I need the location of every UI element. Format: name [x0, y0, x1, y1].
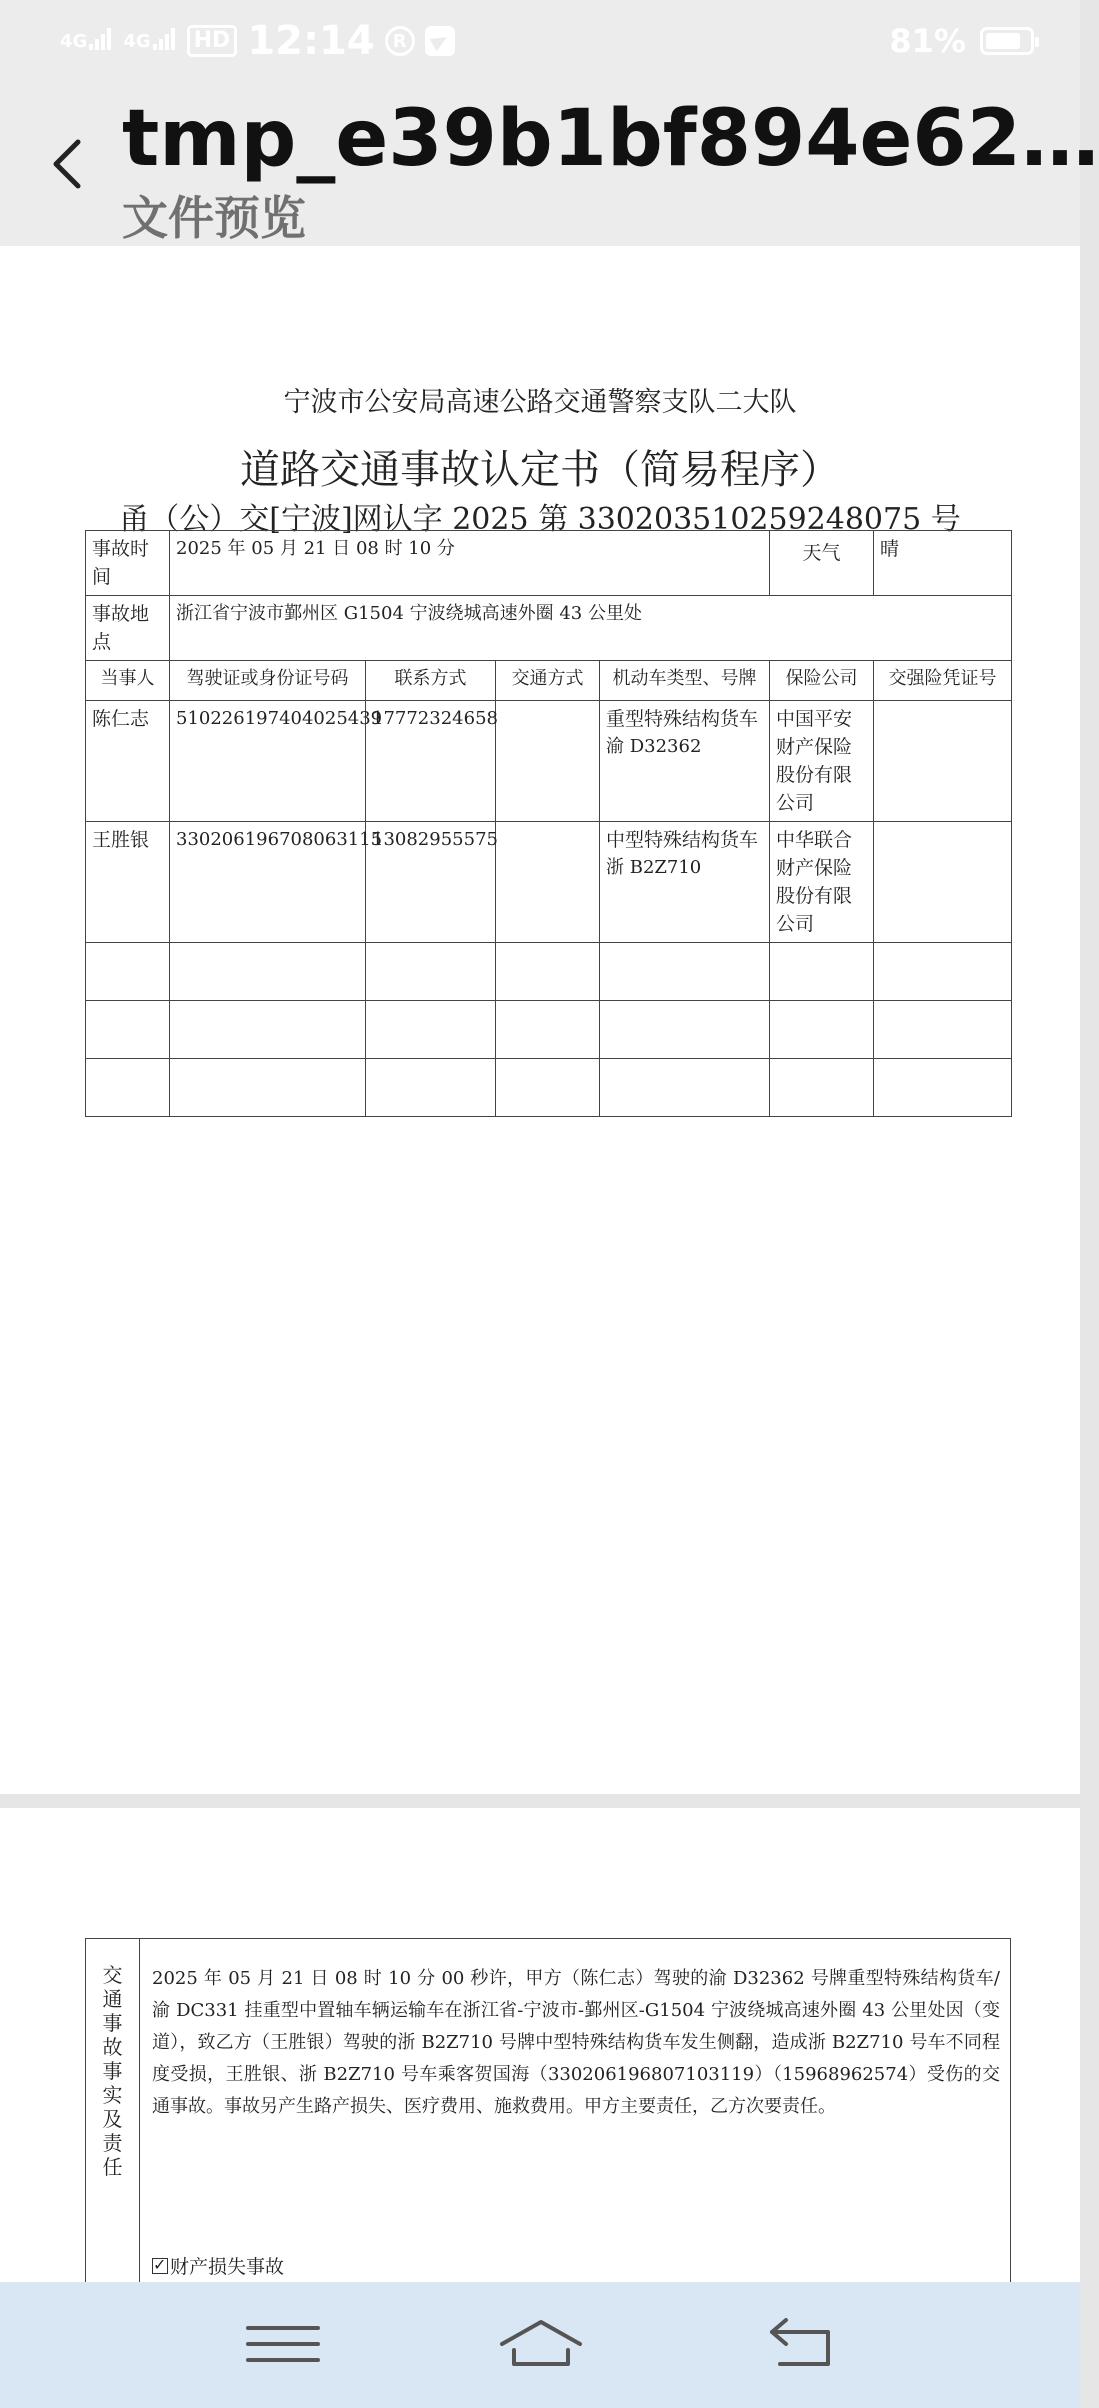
property-loss-option: ✓财产损失事故: [152, 2253, 284, 2281]
vehicle-plate: 浙 B2Z710: [606, 857, 702, 878]
column-header: 当事人: [86, 661, 170, 701]
accident-location-label: 事故地点: [86, 596, 170, 661]
back-arrow-icon[interactable]: [40, 134, 100, 194]
clock: 12:14: [247, 18, 375, 64]
navigation-bar: [0, 2282, 1080, 2408]
location-row: [86, 596, 1012, 661]
menu-icon[interactable]: [238, 2314, 328, 2374]
page-subtitle: 文件预览: [122, 191, 306, 245]
vehicle-type: 中型特殊结构货车: [606, 829, 759, 851]
signal-4g-icon: 4G: [60, 31, 113, 52]
accident-table: [85, 530, 1012, 1117]
table-header-row: [86, 661, 1012, 701]
document-number: 甬（公）交[宁波]网认字 2025 第 330203510259248075 号: [119, 502, 961, 537]
party-id: 330206196708063115: [170, 822, 366, 943]
document-page-2: [0, 1808, 1080, 2282]
weather-value: 晴: [874, 531, 1012, 596]
title-bar: [0, 84, 1099, 246]
home-icon[interactable]: [496, 2314, 586, 2374]
accident-facts-text: 2025 年 05 月 21 日 08 时 10 分 00 秒许，甲方（陈仁志）驾驶的渝 D32362 号牌重型特殊结构货车/渝 DC331 挂重型中置轴车辆运输车在浙江省-宁波市-鄞州区-G1504 宁波绕城高速外圈 43 公里处因（变道），致乙方（王胜银）驾驶的浙 B2Z710 号牌中型特殊结构货车发生侧翻，造成浙 B2Z710 号车不同程度受损，王胜银、浙 B2Z710 号车乘客贺国海（330206196807103119）（15968962574）受伤的交通事故。事故另产生路产损失、医疗费用、施救费用。甲方主要责任，乙方次要责任。: [152, 1968, 1000, 2117]
telegram-icon: [425, 26, 455, 56]
party-insurer: 中华联合财产保险股份有限公司: [770, 822, 874, 943]
column-header: 机动车类型、号牌: [600, 661, 770, 701]
accident-time-label: 事故时间: [86, 531, 170, 596]
party-id: 510226197404025439: [170, 701, 366, 822]
signal-4g-icon-2: 4G: [123, 31, 176, 52]
party-insurer: 中国平安财产保险股份有限公司: [770, 701, 874, 822]
vehicle-type: 重型特殊结构货车: [606, 708, 759, 730]
table-row: [86, 822, 1012, 943]
accident-time-value: 2025 年 05 月 21 日 08 时 10 分: [170, 531, 770, 596]
party-name: 陈仁志: [86, 701, 170, 822]
party-phone: 13082955575: [366, 822, 496, 943]
weather-label: 天气: [770, 531, 874, 596]
party-policy: [874, 822, 1012, 943]
party-mode: [496, 822, 600, 943]
column-header: 保险公司: [770, 661, 874, 701]
column-header: 驾驶证或身份证号码: [170, 661, 366, 701]
status-bar: [0, 0, 1080, 84]
party-vehicle: [600, 701, 770, 822]
battery-icon: [980, 27, 1034, 55]
empty-row: [86, 943, 1012, 1001]
vehicle-plate: 渝 D32362: [606, 736, 702, 757]
time-row: [86, 531, 1012, 596]
column-header: 联系方式: [366, 661, 496, 701]
checked-box-icon: [152, 2258, 168, 2274]
empty-row: [86, 1059, 1012, 1117]
organization-name: 宁波市公安局高速公路交通警察支队二大队: [283, 387, 797, 418]
column-header: 交强险凭证号: [874, 661, 1012, 701]
party-phone: 17772324658: [366, 701, 496, 822]
party-name: 王胜银: [86, 822, 170, 943]
registered-icon: R: [385, 26, 415, 56]
party-vehicle: [600, 822, 770, 943]
party-policy: [874, 701, 1012, 822]
document-title: 道路交通事故认定书（简易程序）: [240, 447, 840, 493]
facts-label: 交 通 事 故 事 实 及 责 任: [86, 1939, 140, 2337]
empty-row: [86, 1001, 1012, 1059]
hd-voice-icon: HD: [187, 25, 238, 57]
accident-location-value: 浙江省宁波市鄞州区 G1504 宁波绕城高速外圈 43 公里处: [170, 596, 1012, 661]
party-mode: [496, 701, 600, 822]
table-row: [86, 701, 1012, 822]
back-icon[interactable]: [756, 2314, 846, 2374]
page-title: tmp_e39b1bf894e62…: [122, 94, 1099, 184]
column-header: 交通方式: [496, 661, 600, 701]
document-page-1: [0, 246, 1080, 1794]
battery-percent: 81%: [889, 22, 966, 60]
facts-section: [85, 1938, 1011, 2338]
